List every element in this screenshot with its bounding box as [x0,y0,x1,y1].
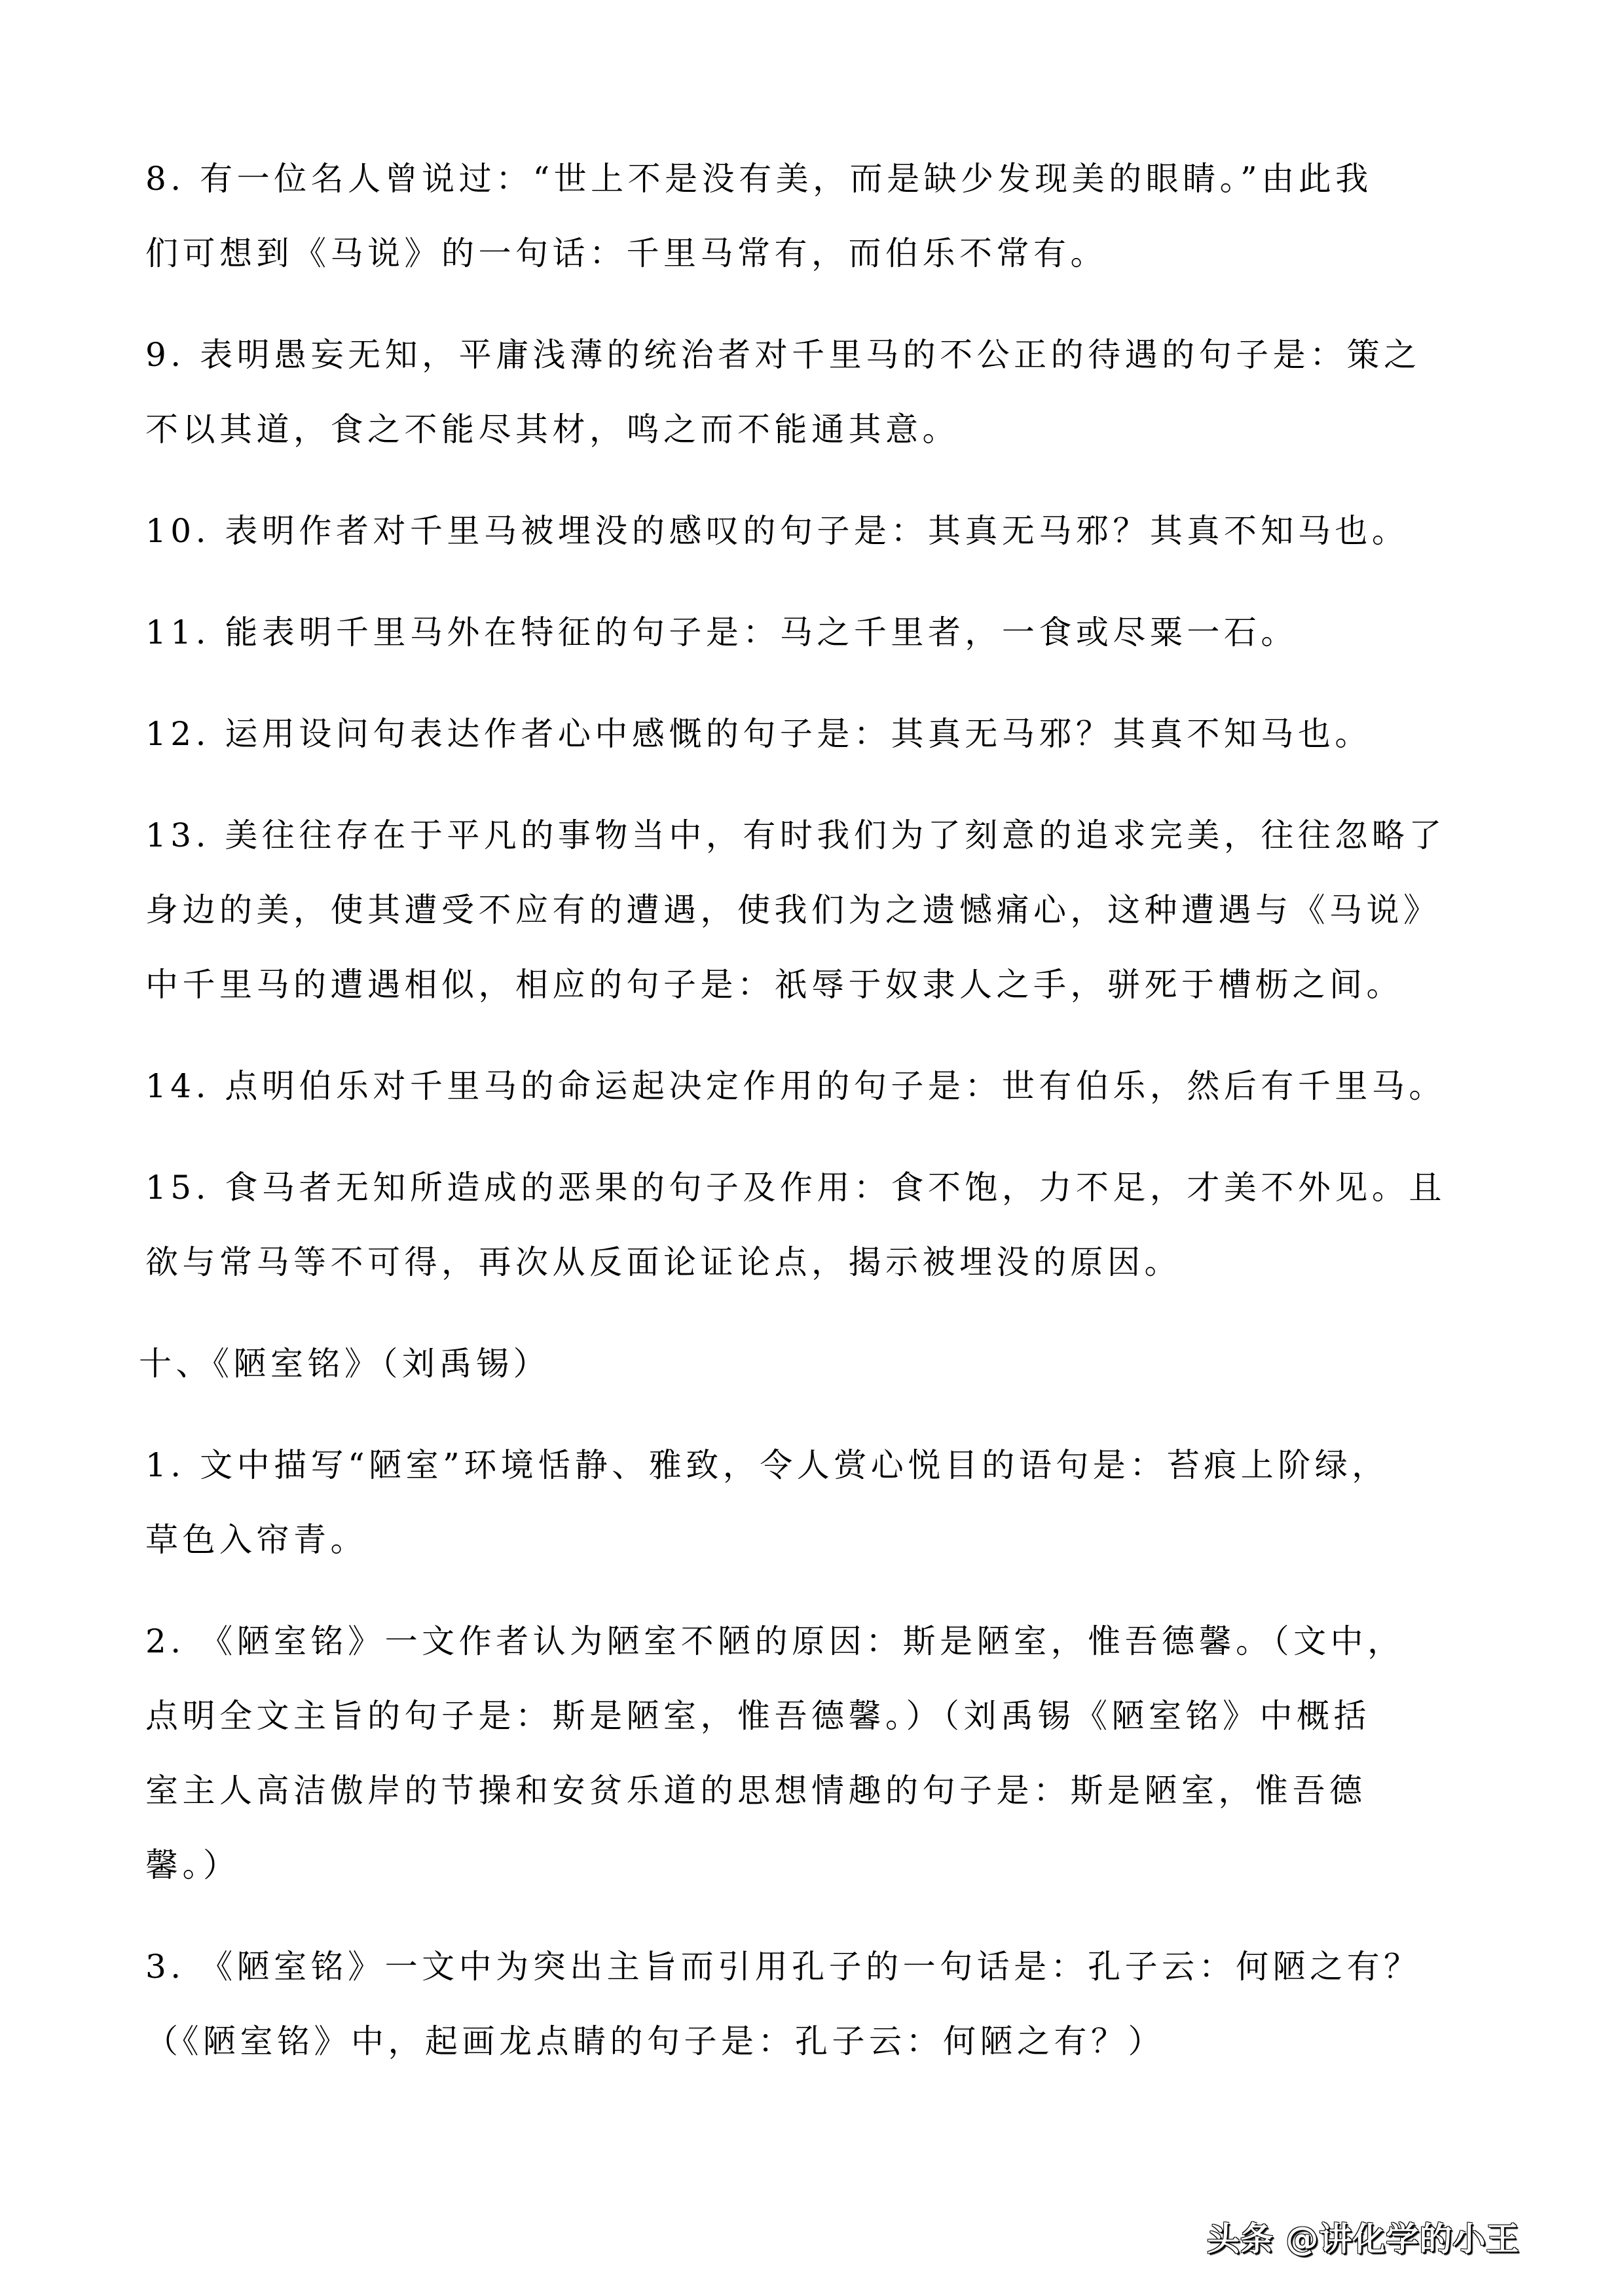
item-12-line-1: 12. 运用设问句表达作者心中感慨的句子是：其真无马邪？其真不知马也。 [145,715,1372,753]
item-11-line-1: 11. 能表明千里马外在特征的句子是：马之千里者，一食或尽粟一石。 [145,613,1298,651]
lsm-item-3-line-1: 3. 《陋室铭》一文中为突出主旨而引用孔子的一句话是：孔子云：何陋之有？ [145,1948,1421,1986]
lsm-item-3-line-2: （《陋室铭》中，起画龙点睛的句子是：孔子云：何陋之有？） [145,2022,1165,2060]
item-9-line-2: 不以其道，食之不能尽其材，鸣之而不能通其意。 [145,410,959,448]
lsm-item-2-line-1: 2. 《陋室铭》一文作者认为陋室不陋的原因：斯是陋室，惟吾德馨。（文中， [145,1622,1405,1660]
item-13-line-2: 身边的美，使其遭受不应有的遭遇，使我们为之遗憾痛心，这种遭遇与《马说》 [145,891,1441,929]
item-15-line-2: 欲与常马等不可得，再次从反面论证论点，揭示被埋没的原因。 [145,1243,1181,1281]
item-14-line-1: 14. 点明伯乐对千里马的命运起决定作用的句子是：世有伯乐，然后有千里马。 [145,1067,1446,1105]
lsm-item-1-line-2: 草色入帘青。 [145,1521,367,1559]
lsm-item-1-line-1: 1. 文中描写“陋室”环境恬静、雅致，令人赏心悦目的语句是：苔痕上阶绿， [145,1446,1389,1484]
lsm-item-2-line-2: 点明全文主旨的句子是：斯是陋室，惟吾德馨。）（刘禹锡《陋室铭》中概括 [145,1697,1371,1735]
item-8-line-1: 8. 有一位名人曾说过：“世上不是没有美，而是缺少发现美的眼睛。”由此我 [145,160,1373,198]
item-9-line-1: 9. 表明愚妄无知，平庸浅薄的统治者对千里马的不公正的待遇的句子是：策之 [145,336,1421,374]
item-13-line-1: 13. 美往往存在于平凡的事物当中，有时我们为了刻意的追求完美，往往忽略了 [145,816,1446,854]
item-13-line-3: 中千里马的遭遇相似，相应的句子是：祇辱于奴隶人之手，骈死于槽枥之间。 [145,966,1403,1004]
item-8-line-2: 们可想到《马说》的一句话：千里马常有，而伯乐不常有。 [145,234,1107,272]
item-15-line-1: 15. 食马者无知所造成的恶果的句子及作用：食不饱，力不足，才美不外见。且 [145,1169,1446,1207]
item-10-line-1: 10. 表明作者对千里马被埋没的感叹的句子是：其真无马邪？其真不知马也。 [145,512,1409,550]
lsm-item-2-line-4: 馨。） [145,1846,240,1884]
watermark: 头条 @讲化学的小王 [1207,2220,1520,2258]
section-heading: 十、《陋室铭》（刘禹锡） [139,1345,550,1383]
lsm-item-2-line-3: 室主人高洁傲岸的节操和安贫乐道的思想情趣的句子是：斯是陋室，惟吾德 [145,1772,1367,1810]
